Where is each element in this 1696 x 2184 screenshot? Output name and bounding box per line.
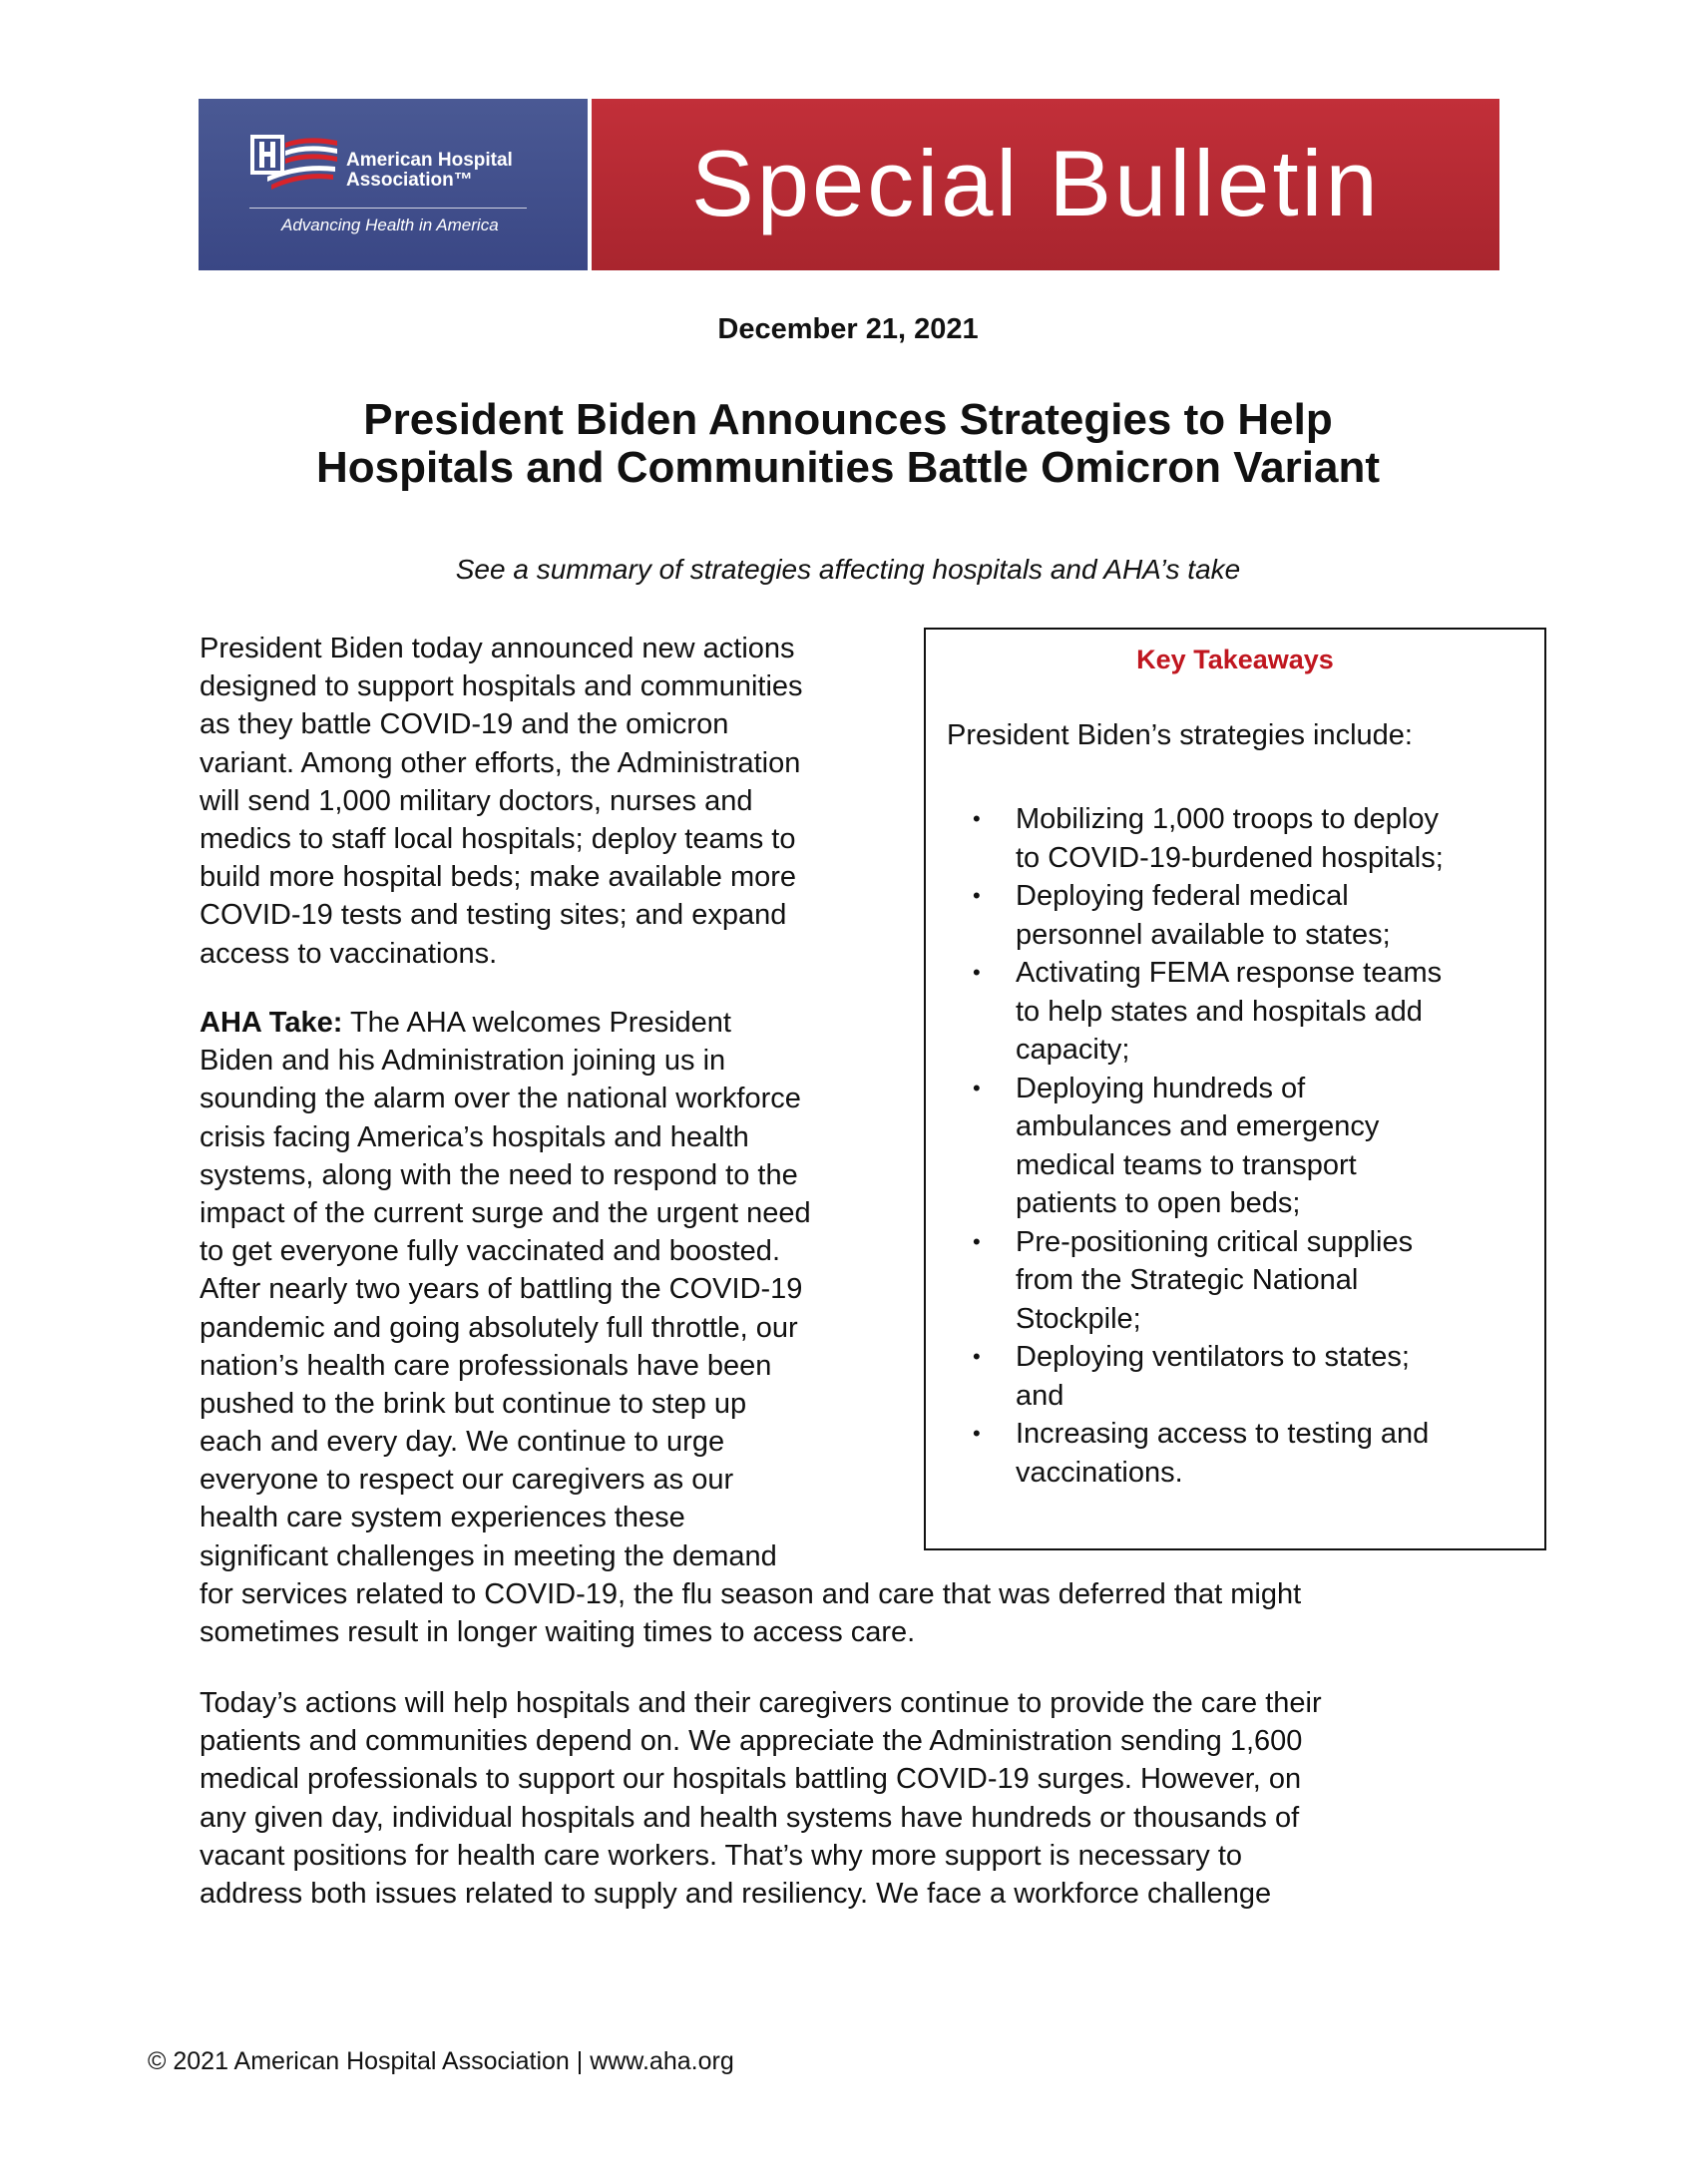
paragraph-line: Today’s actions will help hospitals and their caregivers continue to provide the care their: [200, 1687, 1322, 1719]
takeaway-line: patients to open beds;: [1016, 1187, 1301, 1219]
paragraph-line: impact of the current surge and the urgent need: [200, 1196, 811, 1229]
aha-logo-icon: [249, 133, 339, 195]
paragraph-line: Biden and his Administration joining us in: [200, 1045, 726, 1078]
org-name-line1: American Hospital: [346, 150, 513, 171]
takeaway-line: Deploying ventilators to states;: [1016, 1341, 1410, 1373]
actions-paragraph: [200, 1684, 1322, 1913]
takeaway-line: ambulances and emergency: [1016, 1110, 1380, 1142]
publication-date: December 21, 2021: [717, 313, 979, 345]
intro-paragraph: [200, 630, 803, 973]
takeaway-line: medical teams to transport: [1016, 1148, 1357, 1181]
page-footer: © 2021 American Hospital Association | www.aha.org: [148, 2047, 734, 2075]
bullet-icon: •: [973, 1344, 981, 1369]
paragraph-line: access to vaccinations.: [200, 937, 498, 970]
headline: [0, 396, 1696, 492]
paragraph-line: as they battle COVID-19 and the omicron: [200, 708, 729, 741]
key-takeaways-title: Key Takeaways: [1136, 645, 1334, 674]
bullet-icon: •: [973, 1228, 981, 1254]
takeaway-line: and: [1016, 1379, 1064, 1412]
paragraph-line: address both issues related to supply and resiliency. We face a workforce challenge: [200, 1877, 1272, 1910]
takeaway-line: to COVID-19-burdened hospitals;: [1016, 841, 1444, 874]
subheadline: See a summary of strategies affecting hospitals and AHA’s take: [455, 554, 1241, 585]
paragraph-line: sometimes result in longer waiting times to access care.: [200, 1616, 916, 1648]
paragraph-line: to get everyone fully vaccinated and boosted.: [200, 1235, 780, 1268]
org-name: [346, 151, 513, 191]
aha-take-label: AHA Take:: [200, 1007, 343, 1039]
takeaway-line: vaccinations.: [1016, 1456, 1183, 1489]
bulletin-title: Special Bulletin: [691, 131, 1381, 235]
paragraph-line: pushed to the brink but continue to step up: [200, 1387, 747, 1420]
key-takeaways-box: [924, 628, 1546, 1550]
paragraph-line: President Biden today announced new actions: [200, 633, 795, 664]
paragraph-line: any given day, individual hospitals and health systems have hundreds or thousands of: [200, 1801, 1300, 1834]
org-tagline: Advancing Health in America: [281, 216, 499, 234]
paragraph-line: medical professionals to support our hospitals battling COVID-19 surges. However, on: [200, 1763, 1302, 1796]
org-name-line2: Association™: [346, 170, 473, 191]
takeaway-line: Stockpile;: [1016, 1302, 1141, 1335]
paragraph-line: nation’s health care professionals have been: [200, 1349, 772, 1382]
takeaway-line: Increasing access to testing and: [1016, 1418, 1430, 1450]
headline-line1: President Biden Announces Strategies to Help: [363, 395, 1333, 444]
bullet-icon: •: [973, 960, 981, 985]
takeaway-line: Activating FEMA response teams: [1016, 957, 1443, 989]
paragraph-line: everyone to respect our caregivers as our: [200, 1464, 734, 1497]
takeaway-line: from the Strategic National: [1016, 1264, 1359, 1296]
paragraph-line: designed to support hospitals and communities: [200, 670, 803, 703]
paragraph-line: patients and communities depend on. We appreciate the Administration sending 1,600: [200, 1725, 1303, 1758]
paragraph-line: systems, along with the need to respond to the: [200, 1158, 798, 1191]
paragraph-line: will send 1,000 military doctors, nurses and: [200, 784, 753, 817]
paragraph-line: vacant positions for health care workers. That’s why more support is necessary to: [200, 1839, 1243, 1872]
key-takeaways-intro: President Biden’s strategies include:: [947, 719, 1413, 751]
headline-line2: Hospitals and Communities Battle Omicron Variant: [316, 443, 1380, 492]
logo-divider: [249, 208, 527, 209]
paragraph-line: each and every day. We continue to urge: [200, 1426, 725, 1459]
takeaway-item: [926, 1070, 1444, 1223]
key-takeaways-list: [926, 800, 1444, 1492]
takeaway-line: capacity;: [1016, 1034, 1130, 1066]
logo-panel: [199, 99, 588, 270]
bullet-icon: •: [973, 883, 981, 908]
takeaway-line: to help states and hospitals add: [1016, 995, 1423, 1028]
takeaway-line: Mobilizing 1,000 troops to deploy: [1016, 803, 1439, 835]
title-panel: [592, 99, 1499, 270]
takeaway-line: personnel available to states;: [1016, 918, 1391, 951]
bullet-icon: •: [973, 1075, 981, 1100]
paragraph-line: After nearly two years of battling the COVID-19: [200, 1273, 803, 1306]
paragraph-line: pandemic and going absolutely full throttle, our: [200, 1311, 798, 1344]
takeaway-item: [926, 800, 1444, 877]
paragraph-line: build more hospital beds; make available more: [200, 861, 797, 894]
takeaway-item: [926, 1415, 1444, 1492]
takeaway-line: Deploying hundreds of: [1016, 1072, 1306, 1104]
takeaway-item: [926, 877, 1444, 954]
paragraph-line: health care system experiences these: [200, 1502, 685, 1534]
header-banner: [199, 99, 1499, 270]
takeaway-item: [926, 1338, 1444, 1415]
paragraph-line: for services related to COVID-19, the flu season and care that was deferred that might: [200, 1577, 1302, 1610]
paragraph-line: sounding the alarm over the national workforce: [200, 1083, 801, 1115]
paragraph-line: crisis facing America’s hospitals and health: [200, 1120, 749, 1153]
bullet-icon: •: [973, 806, 981, 831]
bullet-icon: •: [973, 1421, 981, 1446]
takeaway-line: Deploying federal medical: [1016, 880, 1349, 912]
aha-take-first-line: The AHA welcomes President: [342, 1007, 731, 1039]
paragraph-line: COVID-19 tests and testing sites; and expand: [200, 899, 787, 932]
takeaway-item: [926, 954, 1444, 1070]
takeaway-line: Pre-positioning critical supplies: [1016, 1225, 1414, 1258]
paragraph-line: medics to staff local hospitals; deploy teams to: [200, 822, 796, 855]
takeaway-item: [926, 1223, 1444, 1339]
paragraph-line: significant challenges in meeting the demand: [200, 1539, 777, 1572]
paragraph-line: variant. Among other efforts, the Administration: [200, 746, 801, 779]
